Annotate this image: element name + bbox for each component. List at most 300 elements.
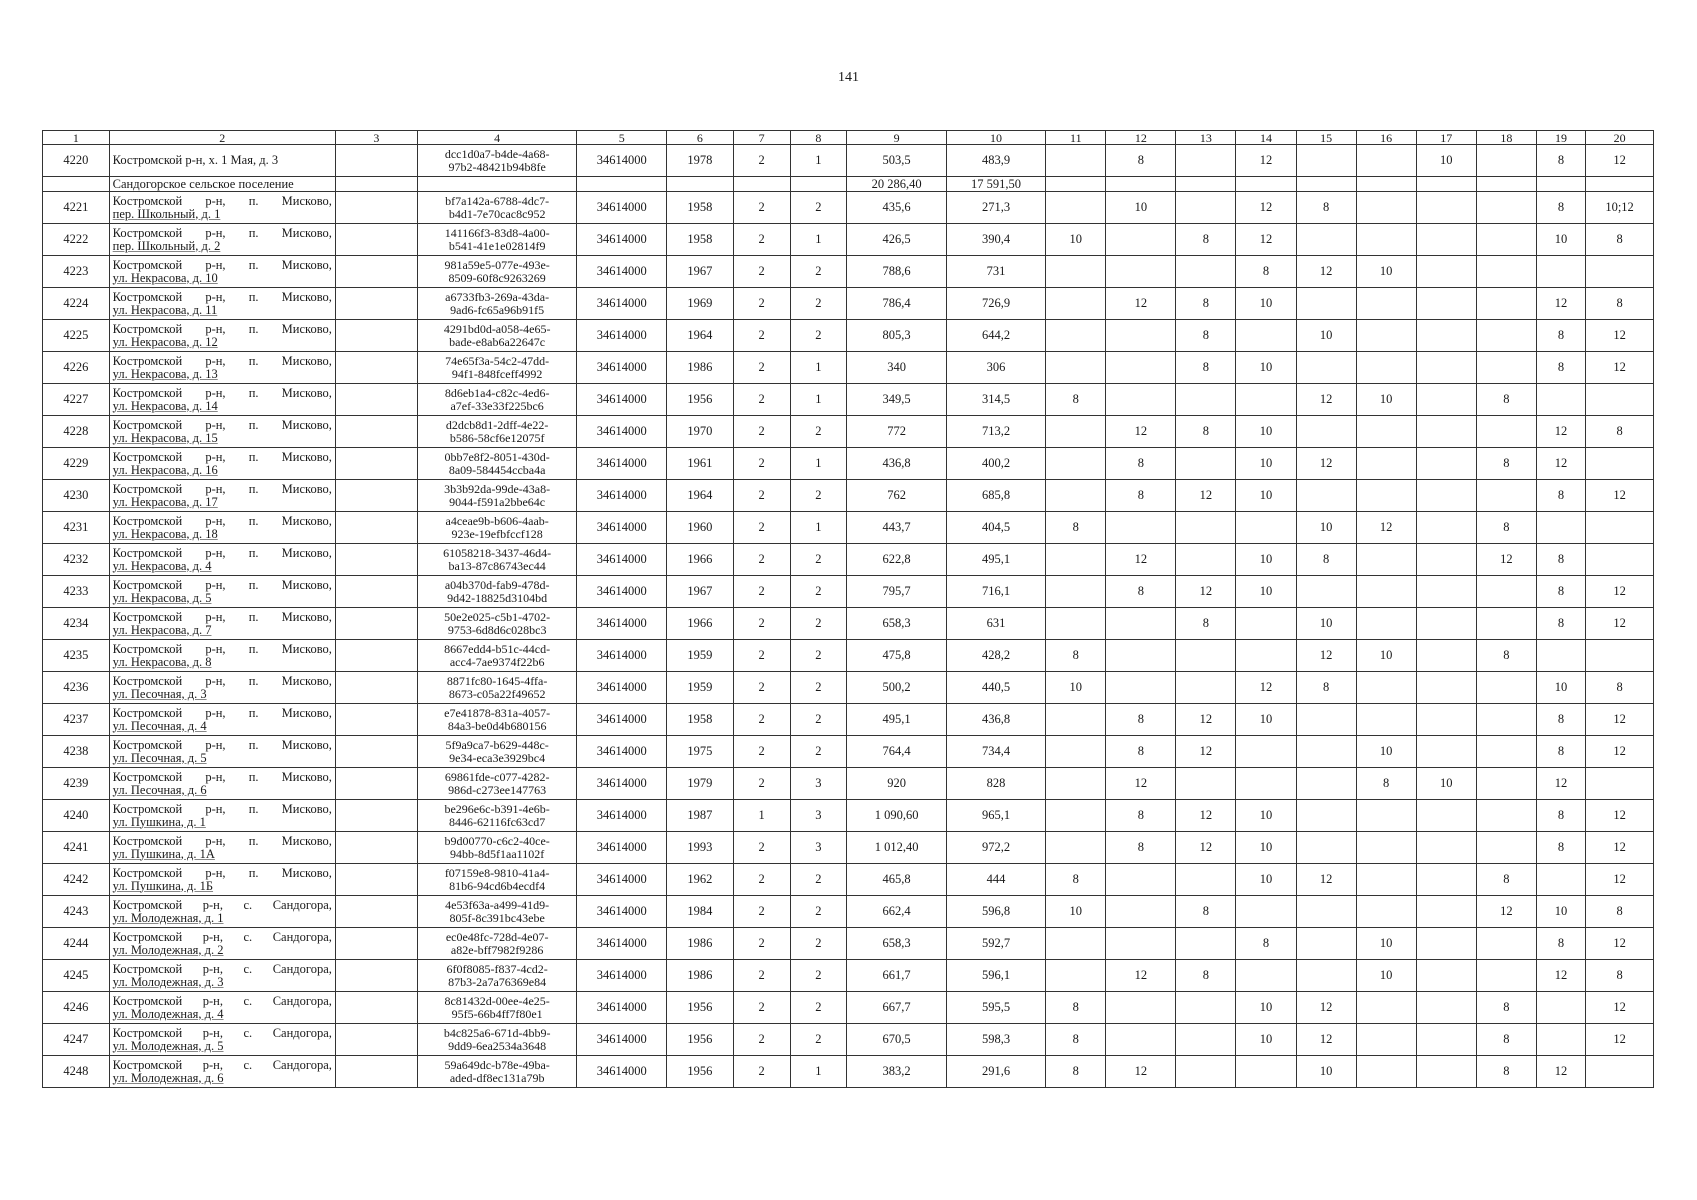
guid-cell xyxy=(417,544,577,576)
address-cell xyxy=(109,448,335,480)
cell-col-18 xyxy=(1476,145,1536,177)
cell-col-17 xyxy=(1416,288,1476,320)
cell-col-6: 1956 xyxy=(667,992,734,1024)
cell-col-5: 34614000 xyxy=(577,576,667,608)
cell-col-9: 762 xyxy=(847,480,946,512)
guid-line-2: 94f1-848fceff4992 xyxy=(451,366,543,381)
cell-col-1: 4226 xyxy=(43,352,110,384)
section-row xyxy=(43,177,1654,192)
column-header-7: 7 xyxy=(733,131,790,145)
address-line-2: ул. Пушкина, д. 1 xyxy=(112,814,206,829)
cell-col-6: 1984 xyxy=(667,896,734,928)
cell-col-15 xyxy=(1296,480,1356,512)
address-cell xyxy=(109,320,335,352)
cell-col-14 xyxy=(1236,960,1296,992)
cell-col-5: 34614000 xyxy=(577,192,667,224)
cell-col-15: 12 xyxy=(1296,992,1356,1024)
cell-col-7: 2 xyxy=(733,416,790,448)
cell-col-17 xyxy=(1416,1056,1476,1088)
cell-col-14: 12 xyxy=(1236,192,1296,224)
cell-col-18 xyxy=(1476,704,1536,736)
guid-line-1: e7e41878-831a-4057- xyxy=(444,705,551,720)
cell-col-1: 4227 xyxy=(43,384,110,416)
cell-col-14: 10 xyxy=(1236,480,1296,512)
cell-col-17 xyxy=(1416,384,1476,416)
column-number-row xyxy=(43,131,1654,145)
cell-col-5: 34614000 xyxy=(577,448,667,480)
cell-col-5: 34614000 xyxy=(577,864,667,896)
table-row xyxy=(43,352,1654,384)
cell-col-10: 713,2 xyxy=(946,416,1045,448)
cell-col-13 xyxy=(1176,544,1236,576)
cell-col-3 xyxy=(335,928,417,960)
cell-col-10: 972,2 xyxy=(946,832,1045,864)
cell-col-17 xyxy=(1416,177,1476,192)
cell-col-5: 34614000 xyxy=(577,736,667,768)
cell-col-19: 8 xyxy=(1536,145,1585,177)
guid-cell xyxy=(417,1024,577,1056)
cell-col-6: 1986 xyxy=(667,928,734,960)
cell-col-9: 662,4 xyxy=(847,896,946,928)
cell-col-17 xyxy=(1416,960,1476,992)
cell-col-3 xyxy=(335,256,417,288)
cell-col-13 xyxy=(1176,192,1236,224)
guid-line-1: 981a59e5-077e-493e- xyxy=(444,257,550,272)
cell-col-12: 12 xyxy=(1106,960,1176,992)
guid-cell xyxy=(417,177,577,192)
guid-cell xyxy=(417,256,577,288)
cell-col-17 xyxy=(1416,256,1476,288)
cell-col-12 xyxy=(1106,992,1176,1024)
guid-line-2: 8a09-584454ccba4a xyxy=(448,462,546,477)
cell-col-9: 383,2 xyxy=(847,1056,946,1088)
cell-col-19: 12 xyxy=(1536,1056,1585,1088)
cell-col-14: 12 xyxy=(1236,224,1296,256)
address-line-2: ул. Некрасова, д. 12 xyxy=(112,334,218,349)
guid-cell xyxy=(417,512,577,544)
cell-col-19: 8 xyxy=(1536,576,1585,608)
cell-col-17 xyxy=(1416,832,1476,864)
address-line-1: Костромской р-н, п. Мисково, xyxy=(112,321,332,336)
cell-col-19: 8 xyxy=(1536,320,1585,352)
cell-col-20: 12 xyxy=(1586,992,1654,1024)
cell-col-16 xyxy=(1356,288,1416,320)
guid-line-1: a04b370d-fab9-478d- xyxy=(444,577,550,592)
address-cell xyxy=(109,352,335,384)
cell-col-1: 4243 xyxy=(43,896,110,928)
cell-col-9: 500,2 xyxy=(847,672,946,704)
cell-col-13 xyxy=(1176,928,1236,960)
table-row xyxy=(43,672,1654,704)
cell-col-19 xyxy=(1536,864,1585,896)
address-line-1: Костромской р-н, п. Мисково, xyxy=(112,801,332,816)
guid-line-2: 8509-60f8c9263269 xyxy=(448,270,546,285)
table-row xyxy=(43,224,1654,256)
cell-col-17 xyxy=(1416,320,1476,352)
address-line-2: ул. Некрасова, д. 17 xyxy=(112,494,218,509)
cell-col-1: 4247 xyxy=(43,1024,110,1056)
cell-col-12 xyxy=(1106,224,1176,256)
cell-col-11 xyxy=(1046,544,1106,576)
cell-col-11 xyxy=(1046,736,1106,768)
guid-line-2: 8673-c05a22f49652 xyxy=(448,686,546,701)
cell-col-11 xyxy=(1046,800,1106,832)
cell-col-7: 2 xyxy=(733,448,790,480)
cell-col-10: 592,7 xyxy=(946,928,1045,960)
guid-line-1: 8c81432d-00ee-4e25- xyxy=(444,993,550,1008)
address-line-2: ул. Молодежная, д. 6 xyxy=(112,1070,224,1085)
cell-col-18 xyxy=(1476,192,1536,224)
address-cell xyxy=(109,736,335,768)
cell-col-16: 10 xyxy=(1356,960,1416,992)
cell-col-17 xyxy=(1416,1024,1476,1056)
cell-col-3 xyxy=(335,224,417,256)
address-line-1: Костромской р-н, с. Сандогора, xyxy=(112,929,332,944)
cell-col-19 xyxy=(1536,177,1585,192)
guid-line-1: a6733fb3-269a-43da- xyxy=(445,289,550,304)
cell-col-12: 8 xyxy=(1106,145,1176,177)
cell-col-17: 10 xyxy=(1416,145,1476,177)
cell-col-9: 340 xyxy=(847,352,946,384)
table-row xyxy=(43,928,1654,960)
address-line-1: Костромской р-н, х. 1 Мая, д. 3 xyxy=(112,153,279,167)
cell-col-20: 8 xyxy=(1586,224,1654,256)
cell-col-18: 8 xyxy=(1476,384,1536,416)
guid-line-2: 9d42-18825d3104bd xyxy=(447,590,548,605)
guid-line-1: 0bb7e8f2-8051-430d- xyxy=(444,449,550,464)
cell-col-3 xyxy=(335,416,417,448)
cell-col-13: 8 xyxy=(1176,608,1236,640)
guid-cell xyxy=(417,288,577,320)
cell-col-5: 34614000 xyxy=(577,800,667,832)
cell-col-3 xyxy=(335,736,417,768)
cell-col-19: 10 xyxy=(1536,672,1585,704)
cell-col-11: 8 xyxy=(1046,512,1106,544)
cell-col-9: 503,5 xyxy=(847,145,946,177)
cell-col-10: 598,3 xyxy=(946,1024,1045,1056)
cell-col-1: 4225 xyxy=(43,320,110,352)
cell-col-1: 4245 xyxy=(43,960,110,992)
cell-col-16 xyxy=(1356,352,1416,384)
cell-col-9: 1 090,60 xyxy=(847,800,946,832)
cell-col-20: 12 xyxy=(1586,704,1654,736)
cell-col-13 xyxy=(1176,1056,1236,1088)
address-line-2: ул. Песочная, д. 5 xyxy=(112,750,207,765)
cell-col-13 xyxy=(1176,512,1236,544)
cell-col-10: 595,5 xyxy=(946,992,1045,1024)
cell-col-11 xyxy=(1046,576,1106,608)
cell-col-9: 786,4 xyxy=(847,288,946,320)
cell-col-14: 10 xyxy=(1236,416,1296,448)
cell-col-8: 2 xyxy=(790,544,847,576)
cell-col-6: 1958 xyxy=(667,224,734,256)
address-cell xyxy=(109,544,335,576)
address-line-1: Костромской р-н, п. Мисково, xyxy=(112,225,332,240)
cell-col-16: 10 xyxy=(1356,640,1416,672)
cell-col-16 xyxy=(1356,544,1416,576)
cell-col-11: 8 xyxy=(1046,1024,1106,1056)
cell-col-7: 2 xyxy=(733,992,790,1024)
cell-col-19: 8 xyxy=(1536,736,1585,768)
cell-col-13: 12 xyxy=(1176,736,1236,768)
cell-col-10: 314,5 xyxy=(946,384,1045,416)
cell-col-18 xyxy=(1476,768,1536,800)
cell-col-18 xyxy=(1476,256,1536,288)
cell-col-11 xyxy=(1046,288,1106,320)
cell-col-1: 4230 xyxy=(43,480,110,512)
address-line-2: ул. Некрасова, д. 8 xyxy=(112,654,212,669)
cell-col-16 xyxy=(1356,608,1416,640)
column-header-17: 17 xyxy=(1416,131,1476,145)
address-cell xyxy=(109,800,335,832)
cell-col-8: 2 xyxy=(790,256,847,288)
table-row xyxy=(43,448,1654,480)
cell-col-8: 2 xyxy=(790,960,847,992)
address-line-2: ул. Песочная, д. 3 xyxy=(112,686,207,701)
cell-col-6: 1986 xyxy=(667,352,734,384)
cell-col-5: 34614000 xyxy=(577,544,667,576)
cell-col-1: 4223 xyxy=(43,256,110,288)
table-body xyxy=(43,145,1654,1088)
cell-col-10: 631 xyxy=(946,608,1045,640)
cell-col-15 xyxy=(1296,736,1356,768)
page-number: 141 xyxy=(838,70,859,85)
cell-col-14 xyxy=(1236,384,1296,416)
cell-col-14: 10 xyxy=(1236,864,1296,896)
cell-col-5: 34614000 xyxy=(577,960,667,992)
cell-col-19: 12 xyxy=(1536,960,1585,992)
cell-col-19: 12 xyxy=(1536,288,1585,320)
table-row xyxy=(43,384,1654,416)
guid-cell xyxy=(417,992,577,1024)
cell-col-14: 10 xyxy=(1236,448,1296,480)
cell-col-16 xyxy=(1356,896,1416,928)
column-header-15: 15 xyxy=(1296,131,1356,145)
cell-col-17: 10 xyxy=(1416,768,1476,800)
cell-col-17 xyxy=(1416,704,1476,736)
cell-col-12: 8 xyxy=(1106,480,1176,512)
cell-col-13: 8 xyxy=(1176,896,1236,928)
guid-line-2: 9ad6-fc65a96b91f5 xyxy=(450,302,545,317)
cell-col-20: 10;12 xyxy=(1586,192,1654,224)
address-cell xyxy=(109,640,335,672)
address-line-1: Костромской р-н, п. Мисково, xyxy=(112,289,332,304)
cell-col-20: 8 xyxy=(1586,288,1654,320)
cell-col-5: 34614000 xyxy=(577,416,667,448)
cell-col-11 xyxy=(1046,928,1106,960)
cell-col-20 xyxy=(1586,1056,1654,1088)
cell-col-10: 400,2 xyxy=(946,448,1045,480)
cell-col-5 xyxy=(577,177,667,192)
cell-col-1 xyxy=(43,177,110,192)
guid-line-2: 9dd9-6ea2534a3648 xyxy=(448,1038,547,1053)
cell-col-3 xyxy=(335,960,417,992)
cell-col-10: 436,8 xyxy=(946,704,1045,736)
address-line-1: Костромской р-н, с. Сандогора, xyxy=(112,1057,332,1072)
cell-col-11: 8 xyxy=(1046,640,1106,672)
address-line-1: Костромской р-н, п. Мисково, xyxy=(112,641,332,656)
cell-col-1: 4235 xyxy=(43,640,110,672)
guid-line-2: 84a3-be0d4b680156 xyxy=(447,718,547,733)
cell-col-3 xyxy=(335,640,417,672)
cell-col-8: 2 xyxy=(790,192,847,224)
cell-col-10: 404,5 xyxy=(946,512,1045,544)
cell-col-17 xyxy=(1416,544,1476,576)
guid-line-1: 6f0f8085-f837-4cd2- xyxy=(446,961,548,976)
guid-line-2: 81b6-94cd6b4ecdf4 xyxy=(449,878,546,893)
cell-col-17 xyxy=(1416,512,1476,544)
address-cell xyxy=(109,192,335,224)
guid-line-1: a4ceae9b-b606-4aab- xyxy=(445,513,549,528)
address-line-1: Костромской р-н, с. Сандогора, xyxy=(112,1025,332,1040)
address-line-1: Костромской р-н, п. Мисково, xyxy=(112,385,332,400)
cell-col-1: 4239 xyxy=(43,768,110,800)
address-cell xyxy=(109,416,335,448)
cell-col-1: 4246 xyxy=(43,992,110,1024)
cell-col-10: 390,4 xyxy=(946,224,1045,256)
cell-col-15 xyxy=(1296,416,1356,448)
cell-col-20 xyxy=(1586,544,1654,576)
cell-col-5: 34614000 xyxy=(577,384,667,416)
address-line-1: Костромской р-н, с. Сандогора, xyxy=(112,993,332,1008)
cell-col-12: 10 xyxy=(1106,192,1176,224)
cell-col-20 xyxy=(1586,448,1654,480)
address-line-2: ул. Некрасова, д. 16 xyxy=(112,462,218,477)
address-line-2: ул. Некрасова, д. 18 xyxy=(112,526,218,541)
cell-col-6: 1987 xyxy=(667,800,734,832)
cell-col-9: 670,5 xyxy=(847,1024,946,1056)
guid-line-2: 94bb-8d5f1aa1102f xyxy=(450,846,545,861)
guid-line-2: 923e-19efbfccf128 xyxy=(451,526,543,541)
table-row xyxy=(43,544,1654,576)
cell-col-17 xyxy=(1416,416,1476,448)
cell-col-8: 1 xyxy=(790,448,847,480)
address-cell xyxy=(109,704,335,736)
cell-col-13 xyxy=(1176,384,1236,416)
cell-col-6 xyxy=(667,177,734,192)
guid-line-1: 61058218-3437-46d4- xyxy=(443,545,552,560)
address-line-2: ул. Молодежная, д. 2 xyxy=(112,942,224,957)
cell-col-20: 12 xyxy=(1586,480,1654,512)
cell-col-16 xyxy=(1356,192,1416,224)
address-cell xyxy=(109,608,335,640)
address-line-2: ул. Некрасова, д. 5 xyxy=(112,590,212,605)
cell-col-15: 8 xyxy=(1296,544,1356,576)
cell-col-15: 12 xyxy=(1296,256,1356,288)
table-header xyxy=(43,131,1654,145)
cell-col-10: 731 xyxy=(946,256,1045,288)
cell-col-6: 1964 xyxy=(667,480,734,512)
address-line-2: ул. Некрасова, д. 15 xyxy=(112,430,218,445)
cell-col-13: 12 xyxy=(1176,480,1236,512)
cell-col-7: 2 xyxy=(733,640,790,672)
cell-col-8: 2 xyxy=(790,704,847,736)
cell-col-11 xyxy=(1046,177,1106,192)
cell-col-11: 10 xyxy=(1046,672,1106,704)
guid-cell xyxy=(417,928,577,960)
cell-col-20 xyxy=(1586,640,1654,672)
address-cell xyxy=(109,256,335,288)
cell-col-20: 8 xyxy=(1586,896,1654,928)
cell-col-9: 772 xyxy=(847,416,946,448)
cell-col-13 xyxy=(1176,256,1236,288)
cell-col-9: 436,8 xyxy=(847,448,946,480)
cell-col-9: 795,7 xyxy=(847,576,946,608)
cell-col-8: 2 xyxy=(790,416,847,448)
guid-line-1: 50e2e025-c5b1-4702- xyxy=(444,609,551,624)
cell-col-5: 34614000 xyxy=(577,896,667,928)
cell-col-11: 8 xyxy=(1046,384,1106,416)
column-header-20: 20 xyxy=(1586,131,1654,145)
cell-col-13: 8 xyxy=(1176,224,1236,256)
cell-col-7: 2 xyxy=(733,145,790,177)
table-row xyxy=(43,192,1654,224)
cell-col-14: 10 xyxy=(1236,992,1296,1024)
address-cell xyxy=(109,480,335,512)
guid-cell xyxy=(417,480,577,512)
cell-col-6: 1979 xyxy=(667,768,734,800)
cell-col-20: 12 xyxy=(1586,320,1654,352)
cell-col-15: 10 xyxy=(1296,320,1356,352)
cell-col-9: 1 012,40 xyxy=(847,832,946,864)
cell-col-10: 644,2 xyxy=(946,320,1045,352)
guid-line-2: 805f-8c391bc43ebe xyxy=(449,910,545,925)
cell-col-13 xyxy=(1176,992,1236,1024)
cell-col-5: 34614000 xyxy=(577,256,667,288)
cell-col-3 xyxy=(335,768,417,800)
cell-col-6: 1993 xyxy=(667,832,734,864)
cell-col-6: 1960 xyxy=(667,512,734,544)
address-line-2: ул. Некрасова, д. 13 xyxy=(112,366,218,381)
cell-col-15 xyxy=(1296,800,1356,832)
cell-col-12: 8 xyxy=(1106,832,1176,864)
cell-col-5: 34614000 xyxy=(577,1056,667,1088)
cell-col-10: 291,6 xyxy=(946,1056,1045,1088)
column-header-14: 14 xyxy=(1236,131,1296,145)
cell-col-10: 495,1 xyxy=(946,544,1045,576)
column-header-12: 12 xyxy=(1106,131,1176,145)
guid-cell xyxy=(417,384,577,416)
guid-line-1: 59a649dc-b78e-49ba- xyxy=(444,1057,550,1072)
cell-col-19: 12 xyxy=(1536,768,1585,800)
cell-col-15 xyxy=(1296,352,1356,384)
cell-col-7: 2 xyxy=(733,672,790,704)
cell-col-3 xyxy=(335,544,417,576)
cell-col-18 xyxy=(1476,320,1536,352)
cell-col-11 xyxy=(1046,832,1106,864)
cell-col-12: 8 xyxy=(1106,448,1176,480)
cell-col-3 xyxy=(335,672,417,704)
guid-line-1: 8667edd4-b51c-44cd- xyxy=(444,641,551,656)
column-header-5: 5 xyxy=(577,131,667,145)
cell-col-19: 8 xyxy=(1536,832,1585,864)
cell-col-15: 10 xyxy=(1296,608,1356,640)
table-row xyxy=(43,768,1654,800)
guid-line-2: ba13-87c86743ec44 xyxy=(448,558,546,573)
cell-col-13: 12 xyxy=(1176,704,1236,736)
cell-col-13: 8 xyxy=(1176,416,1236,448)
column-header-13: 13 xyxy=(1176,131,1236,145)
cell-col-12: 12 xyxy=(1106,544,1176,576)
cell-col-17 xyxy=(1416,896,1476,928)
cell-col-5: 34614000 xyxy=(577,145,667,177)
cell-col-1: 4220 xyxy=(43,145,110,177)
cell-col-13: 8 xyxy=(1176,352,1236,384)
cell-col-19: 10 xyxy=(1536,224,1585,256)
cell-col-15: 12 xyxy=(1296,448,1356,480)
address-cell xyxy=(109,1024,335,1056)
cell-col-7: 2 xyxy=(733,192,790,224)
